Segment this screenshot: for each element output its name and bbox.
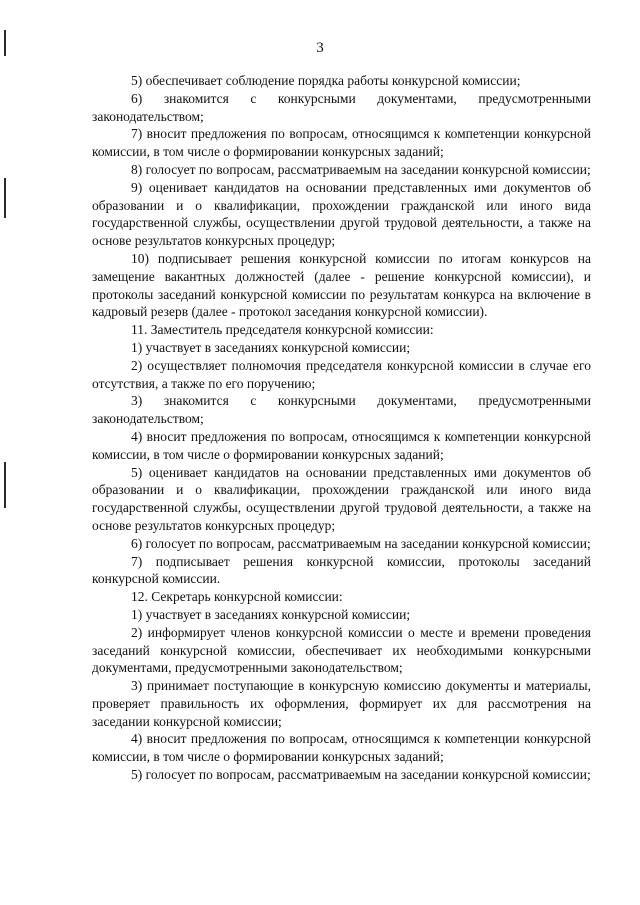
section-heading: 11. Заместитель председателя конкурсной комиссии:: [131, 322, 434, 338]
paragraph: 6) знакомится с конкурсными документами, предусмотренными законодательством;: [92, 90, 591, 124]
paragraph: 6) голосует по вопросам, рассматриваемым на заседании конкурсной комиссии;: [131, 535, 591, 551]
document-body: [92, 72, 591, 784]
paragraph: 2) информирует членов конкурсной комиссии о месте и времени проведения заседаний конкурсной комиссии, обеспечивает их необходимыми конкурсными документами, предусмотренными законодательством;: [92, 624, 591, 676]
paragraph: 8) голосует по вопросам, рассматриваемым на заседании конкурсной комиссии;: [131, 161, 591, 177]
scan-edge-mark: [4, 462, 6, 508]
paragraph: 4) вносит предложения по вопросам, относящимся к компетенции конкурсной комиссии, в том числе о формировании конкурсных заданий;: [92, 428, 591, 462]
paragraph: 5) оценивает кандидатов на основании представленных ими документов об образовании и о квалификации, прохождении гражданской или иного вида государственной службы, осуществлении другой трудовой деятельности, а также на основе результатов конкурсных процедур;: [92, 464, 591, 533]
paragraph: 10) подписывает решения конкурсной комиссии по итогам конкурсов на замещение вакантных должностей (далее - решение конкурсной комиссии), и протоколы заседаний конкурсной комиссии по результатам конкурса на включение в кадровый резерв (далее - протокол заседания конкурсной комиссии).: [92, 250, 591, 320]
scan-edge-mark: [4, 178, 6, 218]
page-number: 3: [316, 40, 324, 56]
paragraph: 5) обеспечивает соблюдение порядка работы конкурсной комиссии;: [131, 73, 521, 88]
paragraph: 7) подписывает решения конкурсной комиссии, протоколы заседаний конкурсной комиссии.: [92, 553, 591, 587]
paragraph: 2) осуществляет полномочия председателя конкурсной комиссии в случае его отсутствия, а также по его поручению;: [92, 357, 591, 391]
paragraph: 3) принимает поступающие в конкурсную комиссию документы и материалы, проверяет правильность их оформления, формирует их для рассмотрения на заседании конкурсной комиссии;: [92, 678, 591, 729]
paragraph: 4) вносит предложения по вопросам, относящимся к компетенции конкурсной комиссии, в том числе о формировании конкурсных заданий;: [92, 731, 591, 765]
paragraph: 1) участвует в заседаниях конкурсной комиссии;: [131, 339, 411, 355]
paragraph: 1) участвует в заседаниях конкурсной комиссии;: [131, 606, 411, 622]
paragraph: 5) голосует по вопросам, рассматриваемым на заседании конкурсной комиссии;: [131, 767, 591, 783]
paragraph: 7) вносит предложения по вопросам, относящимся к компетенции конкурсной комиссии, в том числе о формировании конкурсных заданий;: [92, 126, 591, 160]
paragraph: 9) оценивает кандидатов на основании представленных ими документов об образовании и о квалификации, прохождении гражданской или иного вида государственной службы, осуществлении другой трудовой деятельности, а также на основе результатов конкурсных процедур;: [92, 179, 591, 249]
section-heading: 12. Секретарь конкурсной комиссии:: [131, 589, 343, 605]
paragraph: 3) знакомится с конкурсными документами, предусмотренными законодательством;: [92, 393, 591, 427]
